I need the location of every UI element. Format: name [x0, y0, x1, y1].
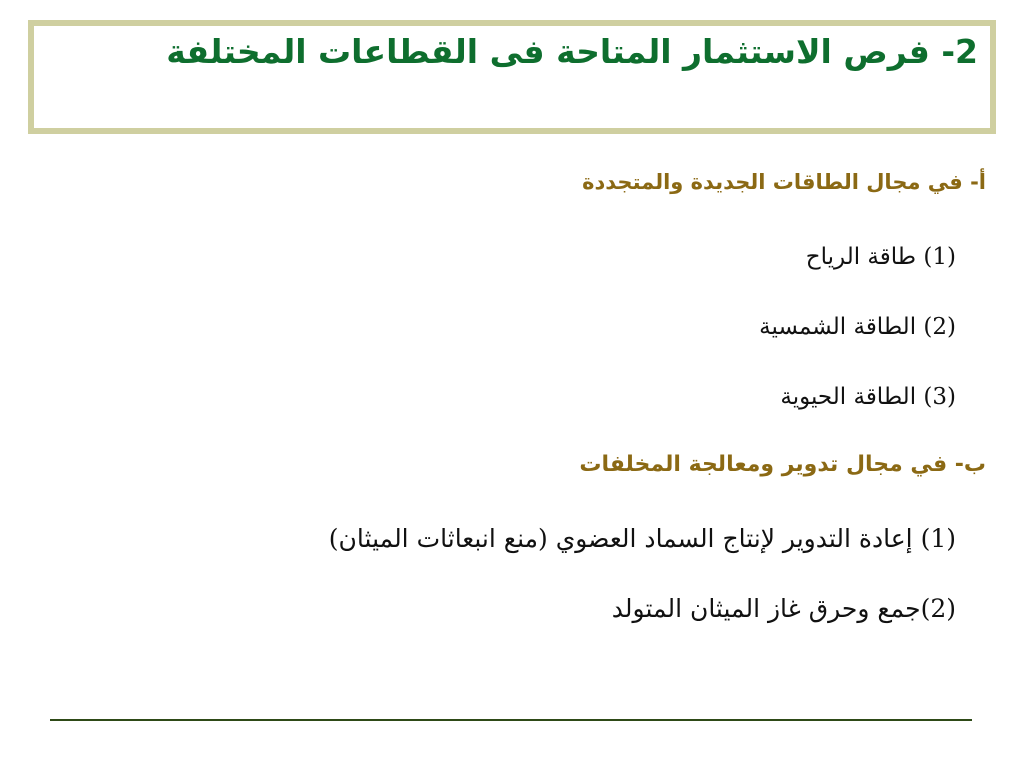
- list-item: (1) إعادة التدوير لإنتاج السماد العضوي (منع انبعاثات الميثان): [328, 524, 956, 553]
- page-title: 2- فرص الاستثمار المتاحة فى القطاعات المختلفة: [166, 32, 978, 71]
- bottom-divider: [50, 719, 972, 721]
- section-heading-a: أ- في مجال الطاقات الجديدة والمتجددة: [582, 170, 986, 194]
- section-heading-b: ب- في مجال تدوير ومعالجة المخلفات: [579, 452, 986, 477]
- title-box: [28, 20, 996, 134]
- list-item: (2) الطاقة الشمسية: [759, 314, 956, 340]
- list-item: (2)جمع وحرق غاز الميثان المتولد: [611, 594, 956, 623]
- list-item: (1) طاقة الرياح: [805, 244, 956, 270]
- list-item: (3) الطاقة الحيوية: [780, 384, 956, 410]
